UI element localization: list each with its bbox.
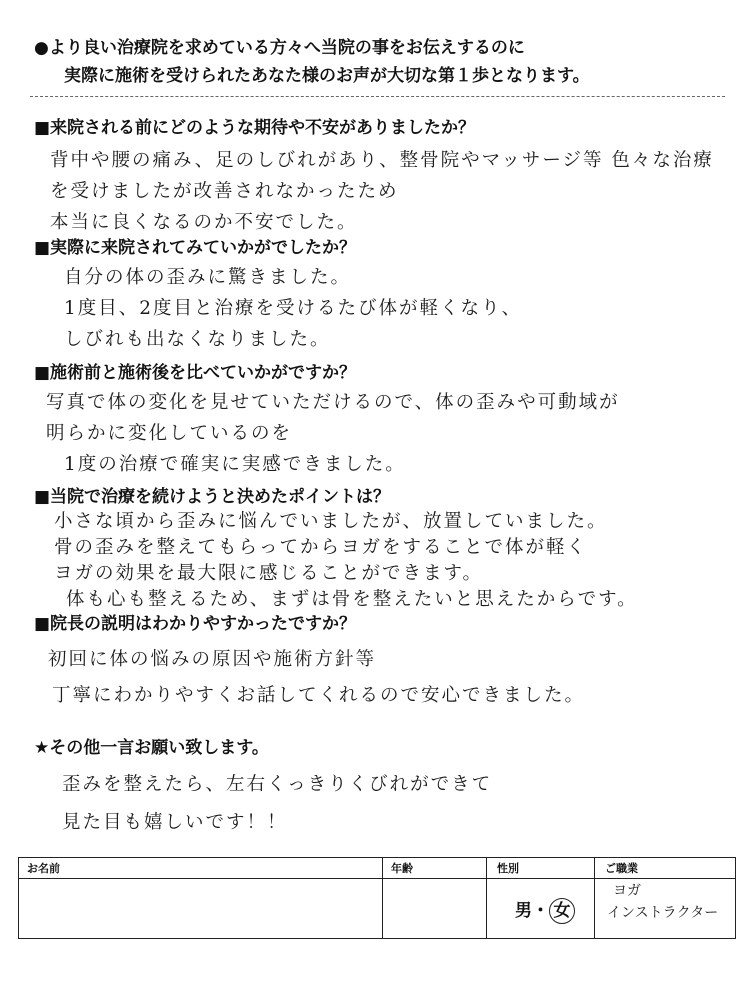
answer-line: 1度目、2度目と治療を受けるたび体が軽くなり、 [64, 298, 523, 319]
handwritten-answer [34, 766, 724, 842]
answer-line: 自分の体の歪みに驚きました。 [64, 267, 352, 288]
age-label: 年齢 [391, 862, 413, 875]
question-heading: ■院長の説明はわかりやすかったですか？ [34, 614, 357, 634]
answer-line: 明らかに変化しているのを [46, 423, 293, 444]
answer-line: 背中や腰の痛み、足のしびれがあり、整骨院やマッサージ等 色々な治療 [50, 150, 714, 171]
answer-line: 歪みを整えたら、左右くっきりくびれができて [62, 774, 493, 795]
occupation-line: ヨガ [613, 883, 641, 899]
question-heading: ★その他一言お願い致します。 [34, 738, 269, 758]
handwritten-answer [34, 145, 724, 238]
intro-message [34, 34, 724, 90]
occupation-line: インストラクター [607, 905, 719, 921]
dashed-divider [30, 96, 725, 97]
handwritten-answer [34, 262, 724, 355]
column-divider [486, 858, 487, 938]
respondent-info-table [18, 857, 736, 939]
column-divider [594, 858, 595, 938]
section-explanation [34, 612, 724, 714]
column-divider [382, 858, 383, 938]
answer-line: を受けましたが改善されなかったため [50, 181, 399, 202]
section-other-comments [34, 736, 724, 842]
gender-male: 男 [515, 901, 532, 921]
gender-separator: ・ [532, 901, 549, 921]
section-first-visit [34, 236, 724, 355]
answer-line: 1度の治療で確実に実感できました。 [64, 454, 406, 475]
answer-line: 見た目も嬉しいです！！ [62, 812, 288, 833]
answer-line: 丁寧にわかりやすくお話してくれるので安心できました。 [52, 685, 586, 706]
answer-line: 初回に体の悩みの原因や施術方針等 [48, 649, 377, 670]
section-expectations [34, 116, 724, 238]
question-heading: ■実際に来院されてみていかがでしたか？ [34, 238, 357, 258]
question-heading: ■施術前と施術後を比べていかがですか？ [34, 363, 357, 383]
question-heading: ■来院される前にどのような期待や不安がありましたか？ [34, 118, 476, 138]
name-label: お名前 [27, 862, 60, 875]
intro-line-2: 実際に施術を受けられたあなた様のお声が大切な第１歩となります。 [64, 66, 590, 86]
section-before-after [34, 361, 724, 480]
answer-line: 小さな頃から歪みに悩んでいましたが、放置していました。 [54, 511, 608, 532]
intro-line-1: ●より良い治療院を求めている方々へ当院の事をお伝えするのに [34, 38, 525, 58]
answer-line: しびれも出なくなりました。 [64, 329, 331, 350]
answer-line: 本当に良くなるのか不安でした。 [50, 212, 358, 233]
occupation-label: ご職業 [605, 862, 638, 875]
gender-female-circled: 女 [549, 898, 575, 924]
answer-line: 骨の歪みを整えてもらってからヨガをすることで体が軽く [54, 537, 588, 558]
gender-label: 性別 [497, 862, 519, 875]
handwritten-answer [34, 642, 724, 714]
section-continue-reason [34, 485, 724, 613]
answer-line: ヨガの効果を最大限に感じることができます。 [54, 563, 484, 584]
handwritten-answer [34, 509, 724, 613]
question-heading: ■当院で治療を続けようと決めたポイントは？ [34, 487, 391, 507]
answer-line: 写真で体の変化を見せていただけるので、体の歪みや可動域が [46, 392, 620, 413]
occupation-value [607, 880, 718, 924]
answer-line: 体も心も整えるため、まずは骨を整えたいと思えたからです。 [66, 589, 638, 610]
handwritten-answer [34, 387, 724, 480]
gender-selection [515, 896, 575, 924]
